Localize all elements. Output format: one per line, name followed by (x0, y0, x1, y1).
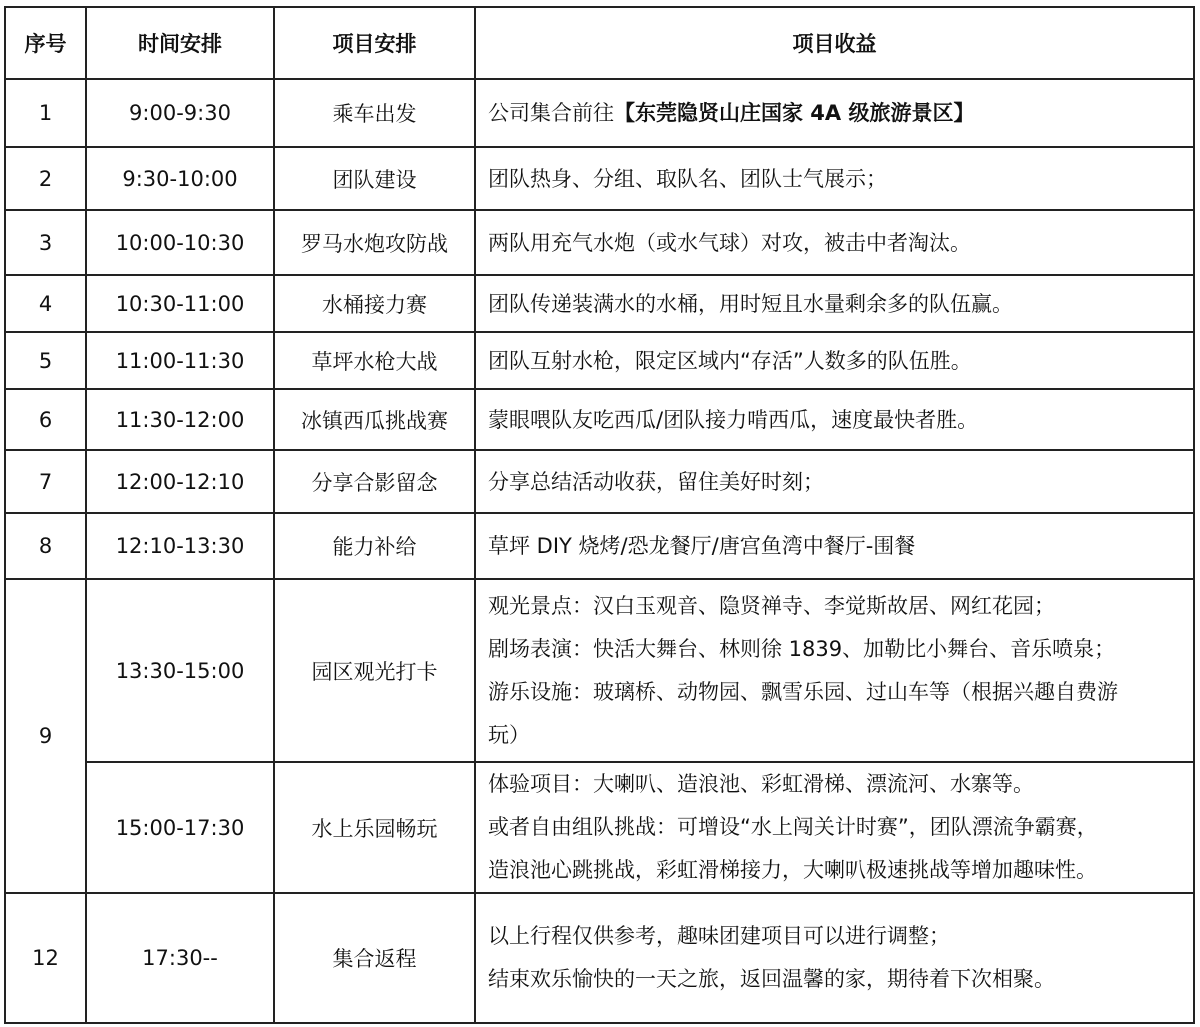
row-time: 9:00-9:30 (86, 79, 274, 147)
benefit-line: 游乐设施：玻璃桥、动物园、飘雪乐园、过山车等（根据兴趣自费游 (488, 679, 1118, 704)
row-no: 2 (5, 147, 86, 210)
row-item: 团队建设 (274, 147, 475, 210)
row-time: 15:00-17:30 (86, 762, 274, 893)
row-time: 9:30-10:00 (86, 147, 274, 210)
row-benefit (475, 893, 1194, 1023)
row-time: 17:30-- (86, 893, 274, 1023)
row-benefit (475, 79, 1194, 147)
row-no: 4 (5, 275, 86, 332)
benefit-line: 体验项目：大喇叭、造浪池、彩虹滑梯、漂流河、水寨等。 (488, 772, 1034, 796)
row-item: 乘车出发 (274, 79, 475, 147)
row-time: 12:00-12:10 (86, 450, 274, 513)
row-benefit: 两队用充气水炮（或水气球）对攻，被击中者淘汰。 (475, 210, 1194, 275)
row-time: 12:10-13:30 (86, 513, 274, 579)
row-benefit: 团队互射水枪，限定区域内“存活”人数多的队伍胜。 (475, 332, 1194, 389)
row-no: 5 (5, 332, 86, 389)
row-item: 分享合影留念 (274, 450, 475, 513)
benefit-line: 造浪池心跳挑战，彩虹滑梯接力，大喇叭极速挑战等增加趣味性。 (488, 858, 1097, 882)
row-benefit: 蒙眼喂队友吃西瓜/团队接力啃西瓜，速度最快者胜。 (475, 389, 1194, 450)
row-time: 11:30-12:00 (86, 389, 274, 450)
row-benefit (475, 762, 1194, 893)
table-row (5, 762, 1194, 893)
row-benefit: 分享总结活动收获，留住美好时刻； (475, 450, 1194, 513)
table-row (5, 513, 1194, 579)
table-row (5, 893, 1194, 1023)
benefit-prefix: 公司集合前往 (488, 101, 614, 125)
row-time: 13:30-15:00 (86, 579, 274, 762)
table-row (5, 579, 1194, 762)
table-row (5, 275, 1194, 332)
table-row (5, 389, 1194, 450)
benefit-line: 观光景点：汉白玉观音、隐贤禅寺、李觉斯故居、网红花园； (488, 593, 1055, 618)
row-item: 水上乐园畅玩 (274, 762, 475, 893)
header-benefit: 项目收益 (475, 7, 1194, 79)
row-item: 集合返程 (274, 893, 475, 1023)
benefit-line: 以上行程仅供参考，趣味团建项目可以进行调整； (488, 924, 950, 948)
table-row (5, 210, 1194, 275)
benefit-line: 结束欢乐愉快的一天之旅，返回温馨的家，期待着下次相聚。 (488, 967, 1055, 991)
table-row (5, 450, 1194, 513)
row-no: 6 (5, 389, 86, 450)
row-no: 1 (5, 79, 86, 147)
benefit-line: 或者自由组队挑战：可增设“水上闯关计时赛”，团队漂流争霸赛， (488, 815, 1098, 839)
schedule-table (4, 6, 1195, 1024)
row-no: 7 (5, 450, 86, 513)
row-time: 11:00-11:30 (86, 332, 274, 389)
benefit-highlight: 【东莞隐贤山庄国家 4A 级旅游景区】 (614, 101, 975, 125)
row-no: 9 (5, 579, 86, 893)
header-no: 序号 (5, 7, 86, 79)
benefit-line: 剧场表演：快活大舞台、林则徐 1839、加勒比小舞台、音乐喷泉； (488, 636, 1116, 661)
row-time: 10:00-10:30 (86, 210, 274, 275)
table-row (5, 147, 1194, 210)
table-row (5, 79, 1194, 147)
row-benefit (475, 579, 1194, 762)
header-time: 时间安排 (86, 7, 274, 79)
header-item: 项目安排 (274, 7, 475, 79)
row-benefit: 草坪 DIY 烧烤/恐龙餐厅/唐宫鱼湾中餐厅-围餐 (475, 513, 1194, 579)
row-no: 12 (5, 893, 86, 1023)
table-row (5, 332, 1194, 389)
row-time: 10:30-11:00 (86, 275, 274, 332)
benefit-line: 玩） (488, 722, 530, 747)
row-no: 3 (5, 210, 86, 275)
row-item: 水桶接力赛 (274, 275, 475, 332)
row-benefit: 团队热身、分组、取队名、团队士气展示； (475, 147, 1194, 210)
row-item: 冰镇西瓜挑战赛 (274, 389, 475, 450)
row-item: 草坪水枪大战 (274, 332, 475, 389)
row-no: 8 (5, 513, 86, 579)
row-item: 罗马水炮攻防战 (274, 210, 475, 275)
row-benefit: 团队传递装满水的水桶，用时短且水量剩余多的队伍赢。 (475, 275, 1194, 332)
row-item: 能力补给 (274, 513, 475, 579)
row-item: 园区观光打卡 (274, 579, 475, 762)
header-row (5, 7, 1194, 79)
